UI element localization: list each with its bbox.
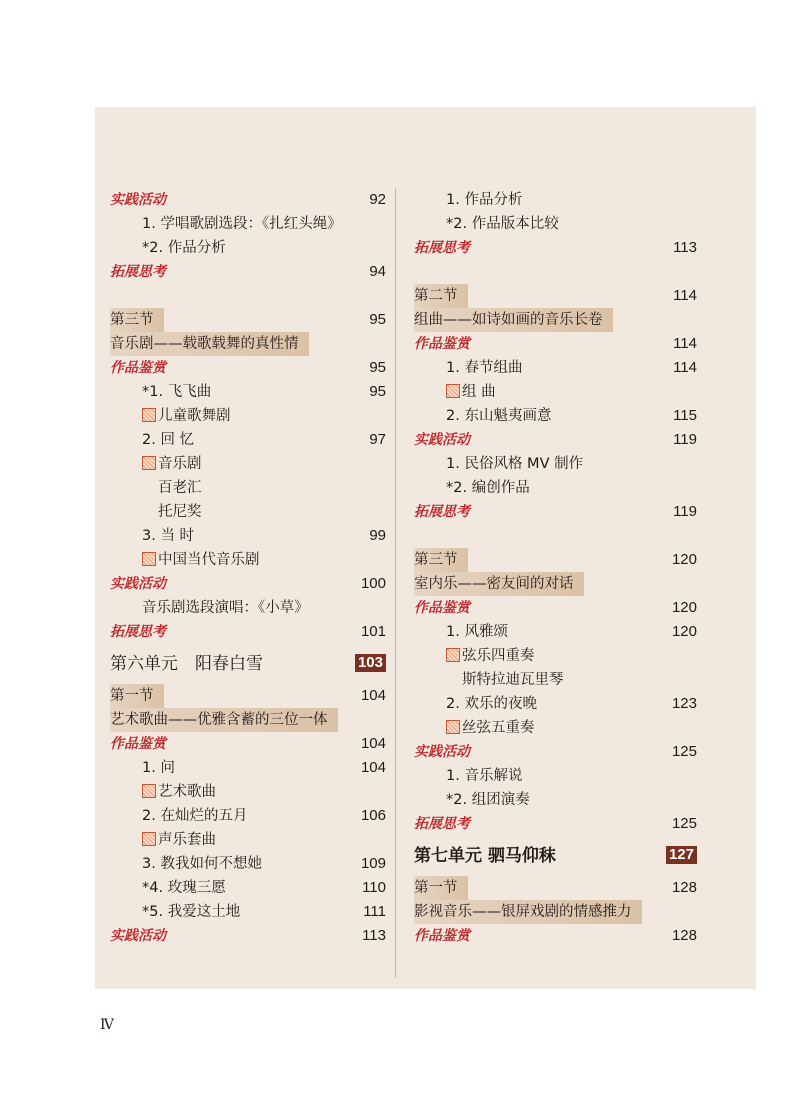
toc-entry-title — [142, 452, 202, 476]
toc-page-number: 104 — [360, 759, 386, 776]
toc-entry-title: *2. 作品版本比较 — [446, 216, 559, 232]
toc-page-number: 97 — [369, 431, 386, 448]
toc-section-subtitle[interactable] — [414, 900, 697, 924]
toc-page-number: 114 — [673, 335, 697, 352]
toc-knowledge-label: 艺术歌曲 — [158, 784, 216, 800]
toc-knowledge-label: 声乐套曲 — [158, 832, 216, 848]
toc-entry-title: 第三节 — [414, 548, 468, 572]
toc-entry-title: 1. 民俗风格 MV 制作 — [446, 456, 584, 472]
toc-section-tag[interactable] — [110, 572, 386, 596]
toc-knowledge-entry[interactable] — [414, 644, 697, 668]
toc-page-number: 110 — [362, 879, 386, 896]
toc-entry[interactable] — [110, 900, 386, 924]
toc-entry[interactable] — [414, 668, 697, 692]
toc-entry-title — [142, 780, 216, 804]
toc-entry-title — [446, 380, 496, 404]
toc-knowledge-entry[interactable] — [110, 548, 386, 572]
toc-entry-title: *5. 我爱这土地 — [142, 904, 241, 920]
toc-section-tag[interactable] — [414, 428, 697, 452]
toc-page-number: 120 — [671, 599, 697, 616]
toc-section-subtitle[interactable] — [414, 308, 697, 332]
toc-entry[interactable] — [414, 356, 697, 380]
toc-entry-title: *4. 玫瑰三愿 — [142, 880, 226, 896]
toc-page-number: 100 — [360, 575, 386, 592]
toc-entry-title — [142, 828, 216, 852]
seal-stamp-icon — [446, 720, 460, 734]
toc-knowledge-entry[interactable] — [414, 716, 697, 740]
toc-section-tag[interactable] — [414, 332, 697, 356]
toc-page-number: 113 — [362, 927, 386, 944]
toc-entry-title: 实践活动 — [110, 188, 166, 212]
toc-entry-title: 作品鉴赏 — [414, 596, 470, 620]
toc-section-heading[interactable] — [414, 284, 697, 308]
toc-section-tag[interactable] — [414, 500, 697, 524]
toc-entry-title: *2. 作品分析 — [142, 240, 226, 256]
seal-stamp-icon — [446, 384, 460, 398]
toc-entry[interactable] — [110, 212, 386, 236]
toc-section-tag[interactable] — [414, 236, 697, 260]
toc-page-number: 109 — [360, 855, 386, 872]
toc-knowledge-label: 弦乐四重奏 — [462, 648, 535, 664]
toc-page-number: 125 — [671, 815, 697, 832]
column-divider — [395, 188, 396, 978]
toc-spacer — [414, 524, 697, 548]
toc-entry-title: 拓展思考 — [414, 236, 470, 260]
toc-page-number: 113 — [673, 239, 697, 256]
toc-entry[interactable] — [414, 404, 697, 428]
toc-knowledge-entry[interactable] — [110, 452, 386, 476]
toc-unit-heading[interactable] — [110, 644, 386, 684]
toc-entry[interactable] — [110, 596, 386, 620]
toc-entry[interactable] — [110, 876, 386, 900]
toc-section-tag[interactable] — [110, 356, 386, 380]
toc-knowledge-entry[interactable] — [110, 780, 386, 804]
toc-section-tag[interactable] — [110, 924, 386, 948]
toc-entry[interactable] — [414, 692, 697, 716]
toc-section-tag[interactable] — [414, 812, 697, 836]
toc-knowledge-label: 儿童歌舞剧 — [158, 408, 231, 424]
toc-knowledge-label: 丝弦五重奏 — [462, 720, 535, 736]
toc-entry-title: 百老汇 — [158, 480, 202, 496]
toc-entry-title: 2. 东山魁夷画意 — [446, 408, 552, 424]
toc-entry-title: 3. 教我如何不想她 — [142, 856, 262, 872]
toc-section-tag[interactable] — [110, 188, 386, 212]
toc-page-number: 94 — [369, 263, 386, 280]
toc-entry-title: 拓展思考 — [110, 260, 166, 284]
toc-entry-title: 音乐剧——载歌载舞的真性情 — [110, 332, 309, 356]
toc-right-column — [414, 188, 697, 948]
unit-page-badge: 127 — [666, 846, 697, 864]
toc-entry[interactable] — [110, 476, 386, 500]
toc-knowledge-label: 中国当代音乐剧 — [158, 552, 260, 568]
toc-entry-title: 1. 学唱歌剧选段：《扎红头绳》 — [142, 216, 342, 232]
toc-section-subtitle[interactable] — [110, 332, 386, 356]
toc-entry[interactable] — [110, 500, 386, 524]
toc-page-number: 95 — [369, 311, 386, 328]
toc-entry[interactable] — [414, 620, 697, 644]
page-folio: Ⅳ — [100, 1017, 114, 1033]
toc-entry-title: 2. 欢乐的夜晚 — [446, 696, 537, 712]
toc-entry-title: 影视音乐——银屏戏剧的情感推力 — [414, 900, 642, 924]
toc-entry[interactable] — [110, 804, 386, 828]
toc-entry-title — [446, 644, 535, 668]
toc-page-number: 114 — [673, 359, 697, 376]
toc-knowledge-label: 组 曲 — [462, 384, 496, 400]
toc-entry-title — [446, 716, 535, 740]
toc-section-heading[interactable] — [110, 308, 386, 332]
toc-entry[interactable] — [414, 788, 697, 812]
toc-entry-title: 第一节 — [110, 684, 164, 708]
seal-stamp-icon — [142, 784, 156, 798]
toc-entry[interactable] — [414, 764, 697, 788]
toc-entry-title: 1. 问 — [142, 760, 175, 776]
toc-entry-title: 音乐剧选段演唱：《小草》 — [142, 600, 309, 616]
toc-page-number: 128 — [671, 927, 697, 944]
toc-knowledge-entry[interactable] — [110, 404, 386, 428]
toc-spacer — [110, 284, 386, 308]
toc-section-tag[interactable] — [110, 620, 386, 644]
toc-page-number: 111 — [363, 903, 386, 920]
toc-entry[interactable] — [414, 476, 697, 500]
toc-entry[interactable] — [110, 524, 386, 548]
toc-entry-title: 作品鉴赏 — [110, 356, 166, 380]
toc-entry[interactable] — [414, 188, 697, 212]
toc-page-number: 115 — [673, 407, 697, 424]
toc-page-number: 95 — [369, 359, 386, 376]
toc-entry-title: 2. 回 忆 — [142, 432, 195, 448]
toc-entry-title: 2. 在灿烂的五月 — [142, 808, 248, 824]
toc-entry[interactable] — [414, 452, 697, 476]
toc-section-tag[interactable] — [414, 740, 697, 764]
toc-page-number: 99 — [369, 527, 386, 544]
toc-entry-title: 组曲——如诗如画的音乐长卷 — [414, 308, 613, 332]
toc-section-heading[interactable] — [414, 876, 697, 900]
toc-entry-title: 实践活动 — [110, 924, 166, 948]
toc-entry-title: 作品鉴赏 — [110, 732, 166, 756]
seal-stamp-icon — [142, 408, 156, 422]
toc-page-number: 119 — [673, 503, 697, 520]
toc-section-tag[interactable] — [110, 260, 386, 284]
toc-entry-title: 实践活动 — [110, 572, 166, 596]
toc-entry-title: 1. 春节组曲 — [446, 360, 523, 376]
toc-page-number: 114 — [673, 287, 697, 304]
toc-entry[interactable] — [110, 236, 386, 260]
toc-page-number: 106 — [360, 807, 386, 824]
toc-section-subtitle[interactable] — [414, 572, 697, 596]
toc-entry-title: 托尼奖 — [158, 504, 202, 520]
toc-unit-heading[interactable] — [414, 836, 697, 876]
toc-knowledge-entry[interactable] — [110, 828, 386, 852]
toc-entry-title: 第六单元 阳春白雪 — [110, 654, 263, 674]
toc-entry-title: 拓展思考 — [414, 812, 470, 836]
seal-stamp-icon — [446, 648, 460, 662]
toc-entry-title: 作品鉴赏 — [414, 924, 470, 948]
toc-entry-title: 拓展思考 — [110, 620, 166, 644]
toc-entry-title: 第二节 — [414, 284, 468, 308]
toc-entry[interactable] — [110, 380, 386, 404]
toc-entry-title: 1. 音乐解说 — [446, 768, 523, 784]
seal-stamp-icon — [142, 552, 156, 566]
toc-knowledge-label: 音乐剧 — [158, 456, 202, 472]
toc-page-number: 95 — [369, 383, 386, 400]
toc-page-number: 120 — [671, 551, 697, 568]
toc-page-number: 119 — [673, 431, 697, 448]
toc-entry-title: 实践活动 — [414, 428, 470, 452]
toc-page-number: 125 — [671, 743, 697, 760]
toc-section-heading[interactable] — [414, 548, 697, 572]
toc-section-tag[interactable] — [414, 596, 697, 620]
toc-left-column — [110, 188, 386, 948]
toc-entry-title — [142, 404, 231, 428]
toc-page-number: 123 — [671, 695, 697, 712]
toc-entry-title: 实践活动 — [414, 740, 470, 764]
toc-entry[interactable] — [110, 756, 386, 780]
toc-entry-title — [142, 548, 260, 572]
toc-section-heading[interactable] — [110, 684, 386, 708]
toc-section-tag[interactable] — [110, 732, 386, 756]
toc-entry-title: *2. 编创作品 — [446, 480, 530, 496]
toc-page-number: 104 — [360, 735, 386, 752]
toc-page-number: 101 — [360, 623, 386, 640]
toc-entry-title: 室内乐——密友间的对话 — [414, 572, 584, 596]
toc-entry-title: 第七单元 驷马仰秣 — [414, 846, 556, 866]
seal-stamp-icon — [142, 832, 156, 846]
toc-spacer — [414, 260, 697, 284]
toc-page-number: 120 — [671, 623, 697, 640]
seal-stamp-icon — [142, 456, 156, 470]
unit-page-badge: 103 — [355, 654, 386, 672]
toc-entry-title: *2. 组团演奏 — [446, 792, 530, 808]
toc-entry-title: 拓展思考 — [414, 500, 470, 524]
toc-entry[interactable] — [110, 852, 386, 876]
toc-knowledge-entry[interactable] — [414, 380, 697, 404]
toc-entry-title: 1. 作品分析 — [446, 192, 523, 208]
toc-page-number: 104 — [360, 687, 386, 704]
toc-page-number: 92 — [369, 191, 386, 208]
toc-entry-title: 作品鉴赏 — [414, 332, 470, 356]
toc-entry-title: 1. 风雅颂 — [446, 624, 508, 640]
toc-entry[interactable] — [414, 212, 697, 236]
toc-entry-title: 斯特拉迪瓦里琴 — [462, 672, 564, 688]
toc-entry-title: 艺术歌曲——优雅含蓄的三位一体 — [110, 708, 338, 732]
toc-section-subtitle[interactable] — [110, 708, 386, 732]
toc-entry-title: 3. 当 时 — [142, 528, 195, 544]
toc-section-tag[interactable] — [414, 924, 697, 948]
toc-page-number: 128 — [671, 879, 697, 896]
toc-entry-title: 第一节 — [414, 876, 468, 900]
toc-entry[interactable] — [110, 428, 386, 452]
toc-entry-title: 第三节 — [110, 308, 164, 332]
toc-entry-title: *1. 飞飞曲 — [142, 384, 212, 400]
